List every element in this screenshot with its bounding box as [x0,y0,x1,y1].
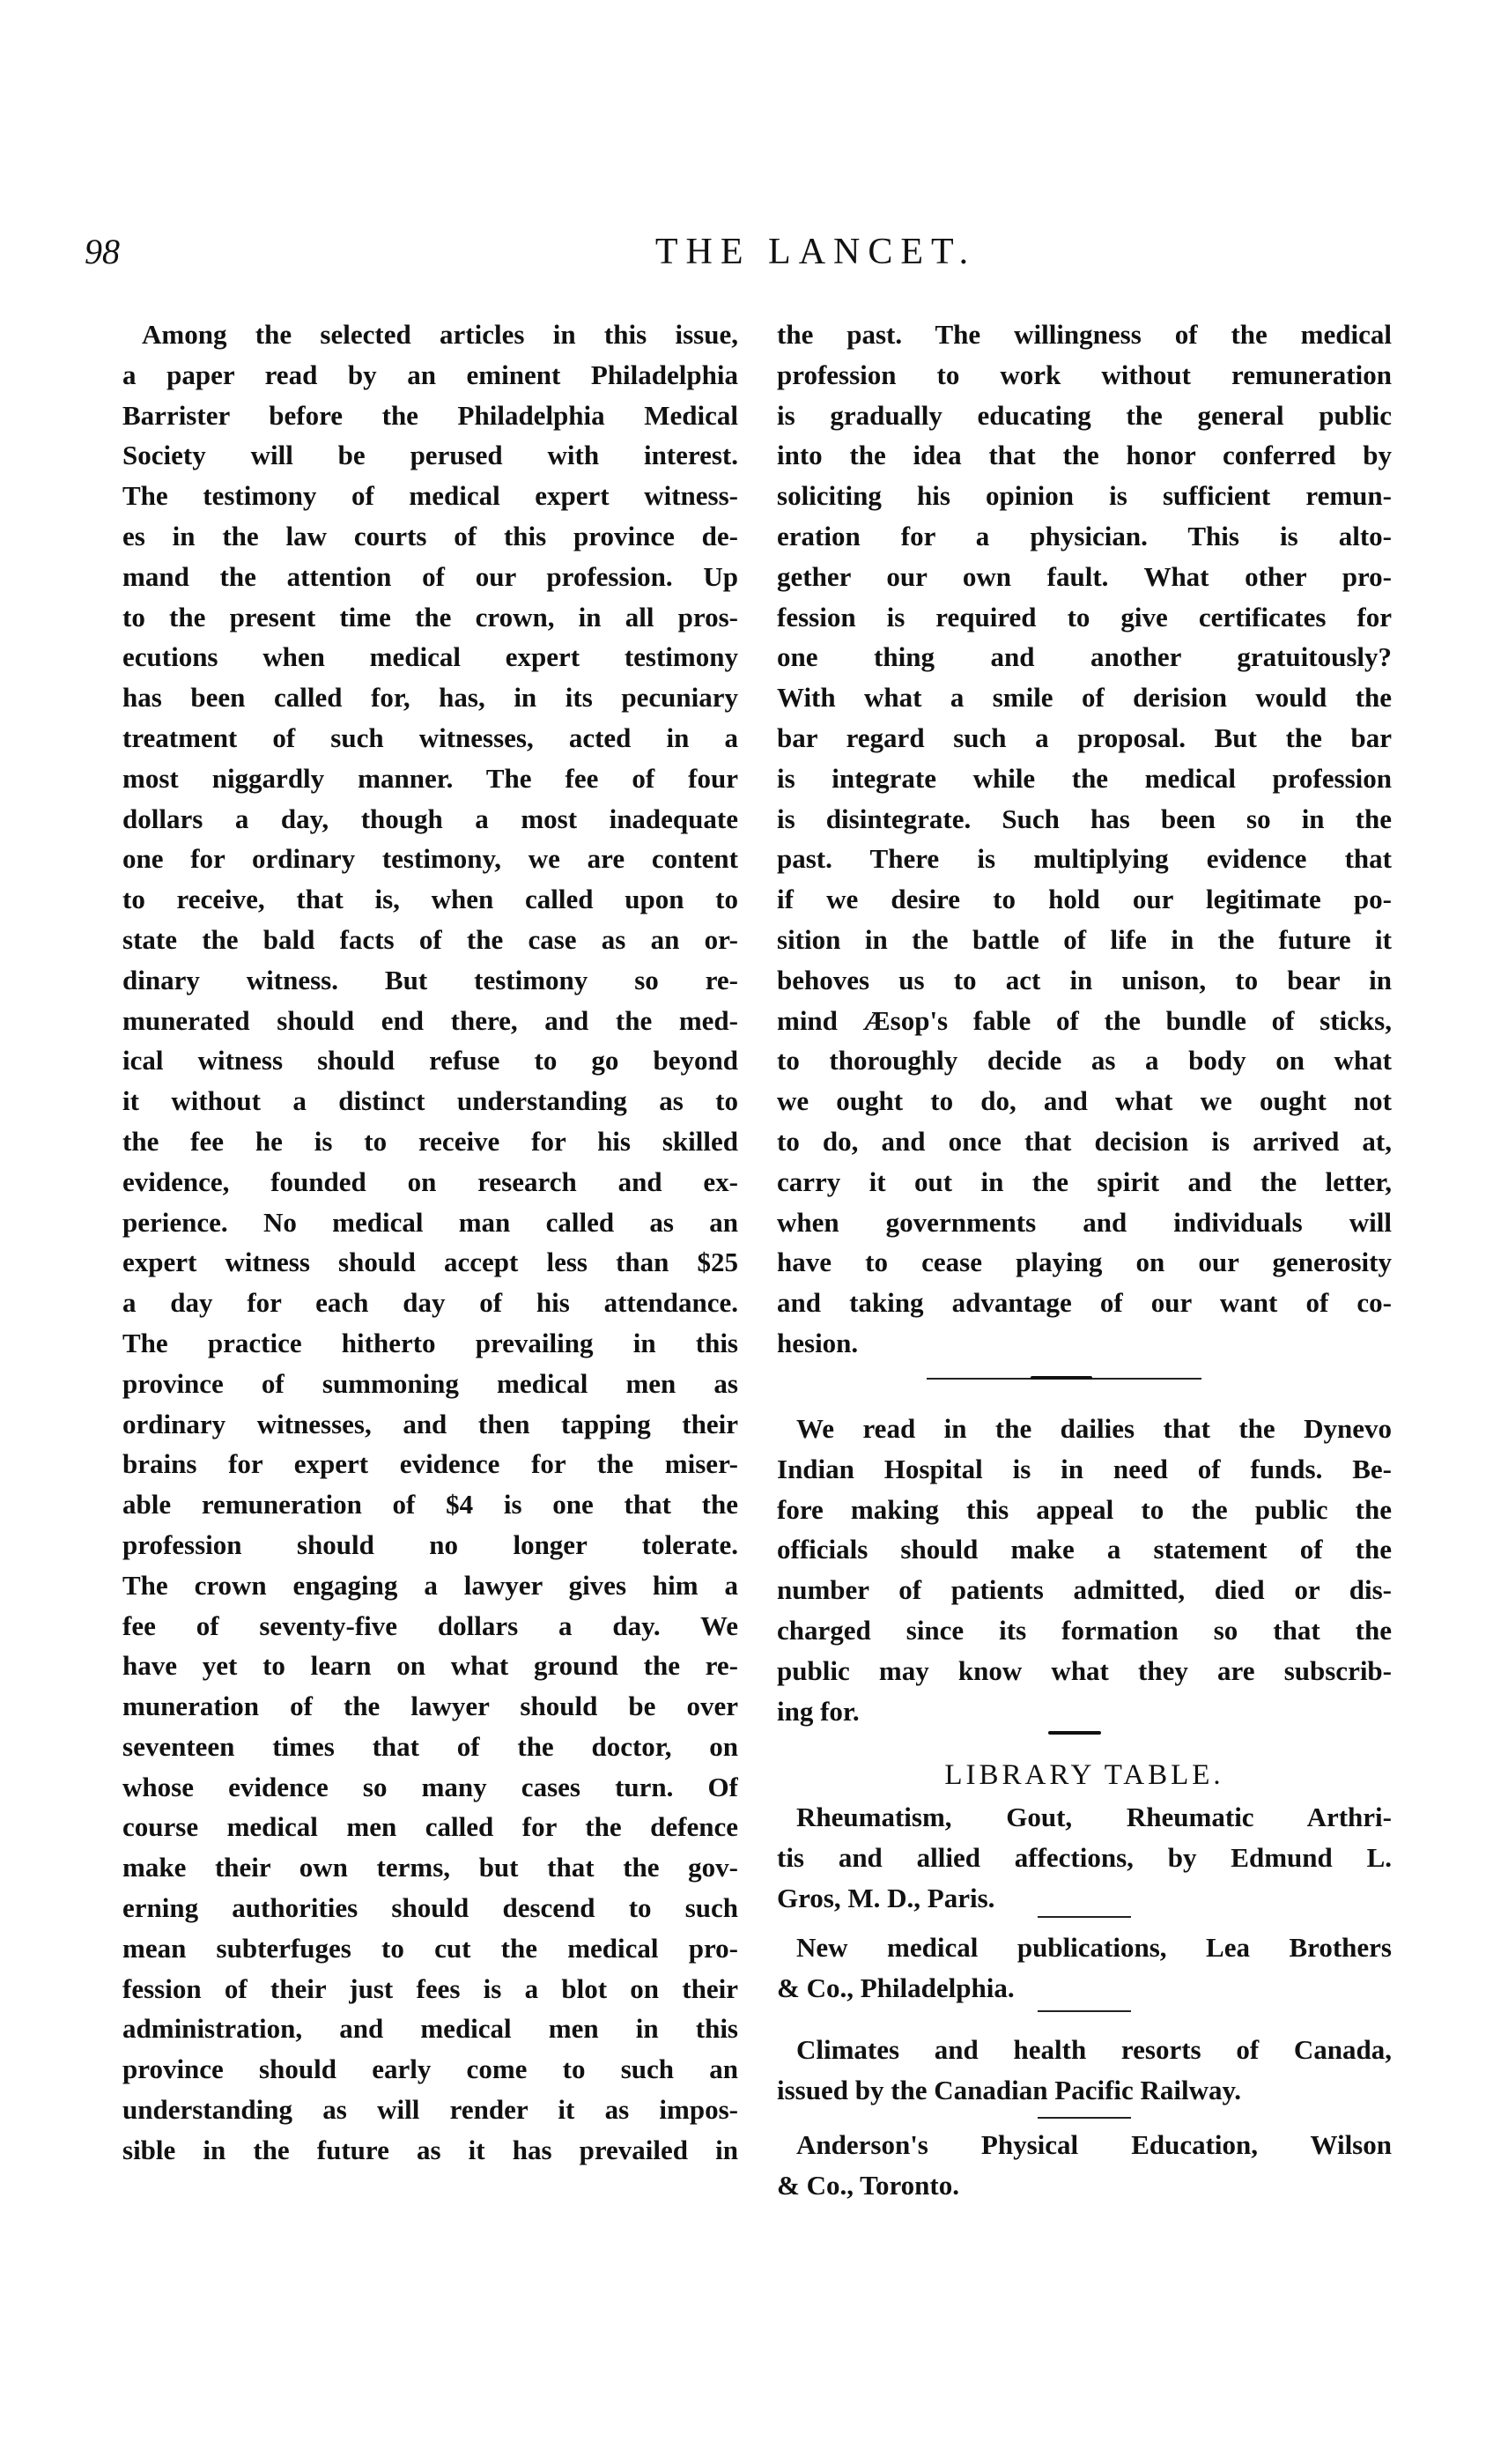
text-line: the past. The willingness of the medical [777,319,1392,350]
text-line: perience. No medical man called as an [122,1206,738,1238]
text-line: public may know what they are subscrib- [777,1654,1392,1686]
entry-divider [1038,1916,1131,1918]
library-table-heading: LIBRARY TABLE. [944,1759,1224,1791]
text-line: has been called for, has, in its pecuniary [122,682,738,714]
text-line: to receive, that is, when called upon to [122,884,738,915]
text-line: treatment of such witnesses, acted in a [122,721,738,753]
text-line: past. There is multiplying evidence that [777,843,1392,875]
text-line: Society will be perused with interest. [122,440,738,471]
text-line: province should early come to such an [122,2053,738,2085]
library-entry [777,1928,1392,2009]
text-line: & Co., Philadelphia. [777,1972,1015,2003]
text-line: have to cease playing on our generosity [777,1247,1392,1278]
text-line: it without a distinct understanding as to [122,1085,738,1117]
library-entry [777,2030,1392,2111]
text-line: charged since its formation so that the [777,1614,1392,1646]
text-line: bar regard such a proposal. But the bar [777,721,1392,753]
text-line: The crown engaging a lawyer gives him a [122,1569,738,1601]
text-line: eration for a physician. This is alto- [777,520,1392,551]
text-line: soliciting his opinion is sufficient remun- [777,480,1392,512]
text-line: one thing and another gratuitously? [777,641,1392,673]
text-line: province of summoning medical men as [122,1367,738,1399]
text-line: ical witness should refuse to go beyond [122,1045,738,1077]
text-line: whose evidence so many cases turn. Of [122,1771,738,1802]
text-line: ecutions when medical expert testimony [122,641,738,673]
text-line: munerated should end there, and the med- [122,1004,738,1036]
text-line: Anderson's Physical Education, Wilson [796,2129,1392,2160]
divider-ornament [1031,1376,1092,1380]
text-line: sition in the battle of life in the future it [777,923,1392,955]
text-line: expert witness should accept less than $25 [122,1247,738,1278]
text-line: course medical men called for the defence [122,1811,738,1843]
text-line: & Co., Toronto. [777,2169,959,2201]
text-line: to thoroughly decide as a body on what [777,1045,1392,1077]
text-line: administration, and medical men in this [122,2013,738,2045]
text-line: mind Æsop's fable of the bundle of sticks, [777,1004,1392,1036]
text-line: able remuneration of $4 is one that the [122,1489,738,1521]
text-line: New medical publications, Lea Brothers [796,1932,1392,1963]
text-line: number of patients admitted, died or dis- [777,1574,1392,1606]
text-line: carry it out in the spirit and the letter, [777,1165,1392,1197]
text-line: ing for. [777,1695,860,1727]
text-line: With what a smile of derision would the [777,682,1392,714]
text-line: is gradually educating the general public [777,399,1392,431]
text-line: gether our own fault. What other pro- [777,560,1392,592]
section-divider-ornament [1048,1731,1101,1735]
text-line: We read in the dailies that the Dynevo [796,1413,1392,1444]
text-line: we ought to do, and what we ought not [777,1085,1392,1117]
text-line: Rheumatism, Gout, Rheumatic Arthri- [796,1802,1392,1832]
text-line: fore making this appeal to the public the [777,1493,1392,1525]
text-line: to the present time the crown, in all pros- [122,601,738,633]
text-line: The practice hitherto prevailing in this [122,1327,738,1358]
text-line: mand the attention of our profession. Up [122,560,738,592]
text-line: and taking advantage of our want of co- [777,1287,1392,1319]
text-line: state the bald facts of the case as an or- [122,923,738,955]
text-line: have yet to learn on what ground the re- [122,1650,738,1682]
text-line: issued by the Canadian Pacific Railway. [777,2074,1242,2105]
text-line: Barrister before the Philadelphia Medical [122,399,738,431]
text-line: make their own terms, but that the gov- [122,1852,738,1883]
text-line: sible in the future as it has prevailed in [122,2134,738,2165]
entry-divider [1038,2117,1131,2119]
text-line: mean subterfuges to cut the medical pro- [122,1932,738,1964]
text-line: one for ordinary testimony, we are content [122,843,738,875]
library-entry [777,1797,1392,1918]
text-line: a paper read by an eminent Philadelphia [122,359,738,390]
text-line: profession should no longer tolerate. [122,1528,738,1560]
text-line: into the idea that the honor conferred by [777,440,1392,471]
text-line: fession is required to give certificates for [777,601,1392,633]
journal-title: THE LANCET. [654,232,977,272]
text-line: behoves us to act in unison, to bear in [777,964,1392,995]
text-line: to do, and once that decision is arrived at, [777,1125,1392,1157]
text-line: es in the law courts of this province de- [122,520,738,551]
text-line: fession of their just fees is a blot on their [122,1972,738,2004]
page-number: 98 [85,232,120,271]
text-line: dollars a day, though a most inadequate [122,803,738,834]
text-line: hesion. [777,1327,859,1358]
entry-divider [1038,2010,1131,2012]
text-line: Indian Hospital is in need of funds. Be- [777,1453,1392,1484]
text-line: officials should make a statement of the [777,1534,1392,1565]
text-line: is disintegrate. Such has been so in the [777,803,1392,834]
hospital-paragraph [777,1409,1392,1731]
text-line: fee of seventy-five dollars a day. We [122,1609,738,1641]
text-line: dinary witness. But testimony so re- [122,964,738,995]
editorial-right-column [777,314,1392,1364]
text-line: Climates and health resorts of Canada, [796,2034,1392,2065]
library-entry [777,2125,1392,2206]
text-line: a day for each day of his attendance. [122,1287,738,1319]
text-line: muneration of the lawyer should be over [122,1691,738,1722]
text-line: tis and allied affections, by Edmund L. [777,1841,1392,1873]
text-line: brains for expert evidence for the miser- [122,1448,738,1480]
text-line: if we desire to hold our legitimate po- [777,884,1392,915]
text-line: when governments and individuals will [777,1206,1392,1238]
text-line: is integrate while the medical profession [777,762,1392,794]
text-line: profession to work without remuneration [777,359,1392,390]
text-line: ordinary witnesses, and then tapping their [122,1408,738,1439]
text-line: erning authorities should descend to such [122,1892,738,1924]
editorial-left-column [122,314,738,2171]
text-line: most niggardly manner. The fee of four [122,762,738,794]
text-line: The testimony of medical expert witness- [122,480,738,512]
text-line: evidence, founded on research and ex- [122,1165,738,1197]
text-line: seventeen times that of the doctor, on [122,1730,738,1762]
text-line: Among the selected articles in this issue, [142,319,738,350]
text-line: understanding as will render it as impos- [122,2094,738,2126]
text-line: Gros, M. D., Paris. [777,1882,995,1913]
text-line: the fee he is to receive for his skilled [122,1125,738,1157]
